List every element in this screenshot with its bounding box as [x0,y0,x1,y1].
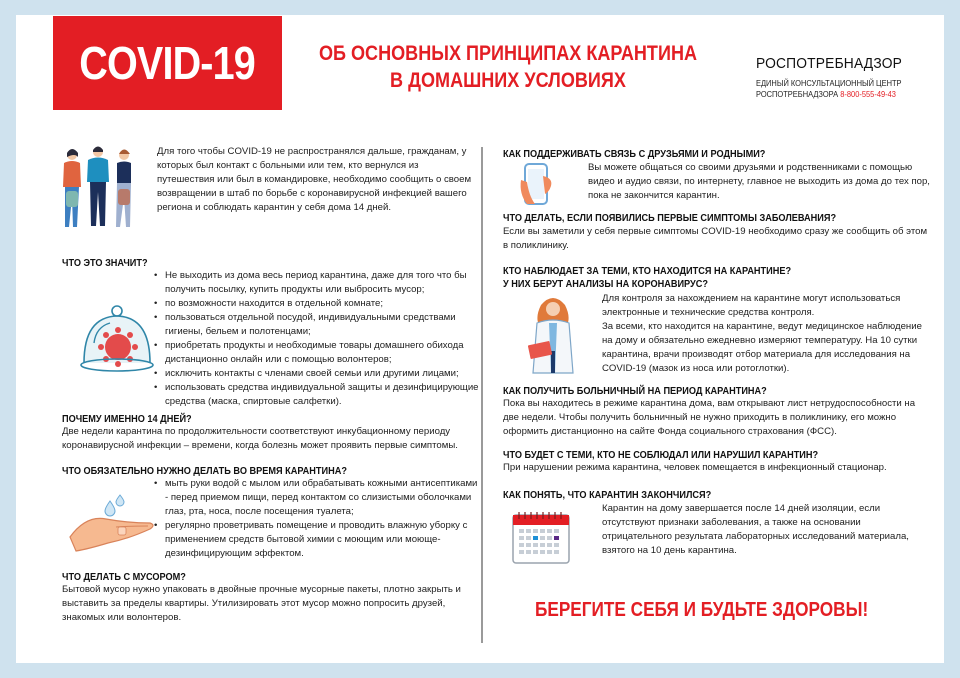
hand-with-water-drops-icon [68,493,158,555]
title-line-1: ОБ ОСНОВНЫХ ПРИНЦИПАХ КАРАНТИНА [318,42,698,65]
sick-leave-text: Пока вы находитесь в режиме карантина дома, вам открывают лист нетрудоспособности на две недели. Чтобы получить больничный не нужно приходить в поликлинику, его можно оформить дистанционно на сайте Фонда социального страхования (ФСС). [503,398,916,437]
org-sub-line-2: РОСПОТРЕБНАДЗОРА [756,89,839,99]
list-item: • регулярно проветривать помещение и проводить влажную уборку с применением средств бытовой химии с моющим или моюще-дезинфицирующим эффектом. [154,519,479,561]
must-do-list [154,477,479,561]
logo-text: COVID-19 [79,37,256,89]
list-item: • Не выходить из дома весь период карантина, даже для того что бы получить посылку, купить продукты или выбросить мусор; [154,269,479,297]
intro-text: Для того чтобы COVID-19 не распространялся дальше, гражданам, у которых был контакт с больными или тем, кто вернулся из путешествия или был в командировке, необходимо сообщить о своем возвращении в штаб по борьбе с коронавирусной инфекцией вашего региона и соблюдать карантин у себя дома 14 дней. [157,146,472,213]
section-heading-sick-leave: КАК ПОЛУЧИТЬ БОЛЬНИЧНЫЙ НА ПЕРИОД КАРАНТИНА? [503,386,767,397]
symptoms-text: Если вы заметили у себя первые симптомы COVID-19 необходимо сразу же сообщить об этом в поликлинику. [503,226,928,251]
section-heading-why14: ПОЧЕМУ ИМЕННО 14 ДНЕЙ? [62,414,192,425]
virus-under-dome-icon [74,303,160,375]
section-heading-end: КАК ПОНЯТЬ, ЧТО КАРАНТИН ЗАКОНЧИЛСЯ? [503,490,712,501]
section-heading-meaning: ЧТО ЭТО ЗНАЧИТ? [62,258,148,269]
people-with-backpacks-icon [56,143,140,239]
hotline-phone[interactable]: 8-800-555-49-43 [840,89,896,99]
section-heading-monitoring-1: КТО НАБЛЮДАЕТ ЗА ТЕМИ, КТО НАХОДИТСЯ НА КАРАНТИНЕ? [503,266,792,277]
violation-text: При нарушении режима карантина, человек помещается в инфекционный стационар. [503,462,887,473]
trash-text: Бытовой мусор нужно упаковать в двойные прочные мусорные пакеты, плотно закрыть и выставить за пределы квартиры. Утилизировать этот мусор можно попросить друзей, знакомых или волонтеров. [62,584,461,623]
covid-logo [53,16,282,110]
section-heading-trash: ЧТО ДЕЛАТЬ С МУСОРОМ? [62,572,186,583]
monitoring-text-2: За всеми, кто находится на карантине, ведут медицинское наблюдение на дому и обязательно ежедневно измеряют температуру. На 10 сутки карантина, врачи производят отбор материала для исследования на COVID-19 (мазок из носа или ротоглотки). [602,321,922,374]
meaning-list [154,269,479,409]
list-item: • исключить контакты с членами своей семьи или другими лицами; [154,367,479,381]
title-line-2: В ДОМАШНИХ УСЛОВИЯХ [390,69,626,92]
list-item: • по возможности находится в отдельной комнате; [154,297,479,311]
organization-block [756,55,921,100]
why14-text: Две недели карантина по продолжительности соответствуют инкубационному периоду коронавирусной инфекции – времени, когда болезнь может проявить первые симптомы. [62,426,458,451]
slogan: БЕРЕГИТЕ СЕБЯ И БУДЬТЕ ЗДОРОВЫ! [535,599,869,621]
section-heading-violation: ЧТО БУДЕТ С ТЕМИ, КТО НЕ СОБЛЮДАЛ ИЛИ НАРУШИЛ КАРАНТИН? [503,450,819,461]
list-item: • пользоваться отдельной посудой, индивидуальными средствами гигиены, бельем и полотенцами; [154,311,479,339]
contact-text: Вы можете общаться со своими друзьями и родственниками с помощью видео и аудио связи, по интернету, главное не выходить из дома до тех пор, пока не закончится карантин. [588,162,930,201]
org-sub-line-1: ЕДИНЫЙ КОНСУЛЬТАЦИОННЫЙ ЦЕНТР [756,78,902,88]
calendar-icon [511,511,573,565]
monitoring-text-1: Для контроля за нахождением на карантине могут использоваться электронные и технические средства контроля. [602,293,901,318]
section-heading-symptoms: ЧТО ДЕЛАТЬ, ЕСЛИ ПОЯВИЛИСЬ ПЕРВЫЕ СИМПТОМЫ ЗАБОЛЕВАНИЯ? [503,213,837,224]
end-text: Карантин на дому завершается после 14 дней изоляции, если отсутствуют признаки заболевания, а также на основании отрицательного результата лабораторных исследований материала, взятого на 10 день карантина. [602,503,909,556]
section-heading-contact: КАК ПОДДЕРЖИВАТЬ СВЯЗЬ С ДРУЗЬЯМИ И РОДНЫМИ? [503,149,766,160]
list-item: • приобретать продукты и необходимые товары домашнего обихода дистанционно онлайн или с помощью волонтеров; [154,339,479,367]
list-item: • мыть руки водой с мылом или обрабатывать кожными антисептиками - перед приемом пищи, перед контактом со слизистыми оболочками глаз, рта, носа, после посещения туалета; [154,477,479,519]
page-title [310,40,706,94]
section-heading-must-do: ЧТО ОБЯЗАТЕЛЬНО НУЖНО ДЕЛАТЬ ВО ВРЕМЯ КАРАНТИНА? [62,466,347,477]
column-divider [481,147,483,643]
smartphone-in-hand-icon [519,162,555,208]
poster [16,15,944,663]
doctor-with-clipboard-icon [523,295,585,377]
section-heading-monitoring-2: У НИХ БЕРУТ АНАЛИЗЫ НА КОРОНАВИРУС? [503,279,708,290]
org-subtitle [756,78,902,100]
list-item: • использовать средства индивидуальной защиты и дезинфицирующие средства (маска, спиртовые салфетки). [154,381,479,409]
org-name: РОСПОТРЕБНАДЗОР [756,55,903,72]
